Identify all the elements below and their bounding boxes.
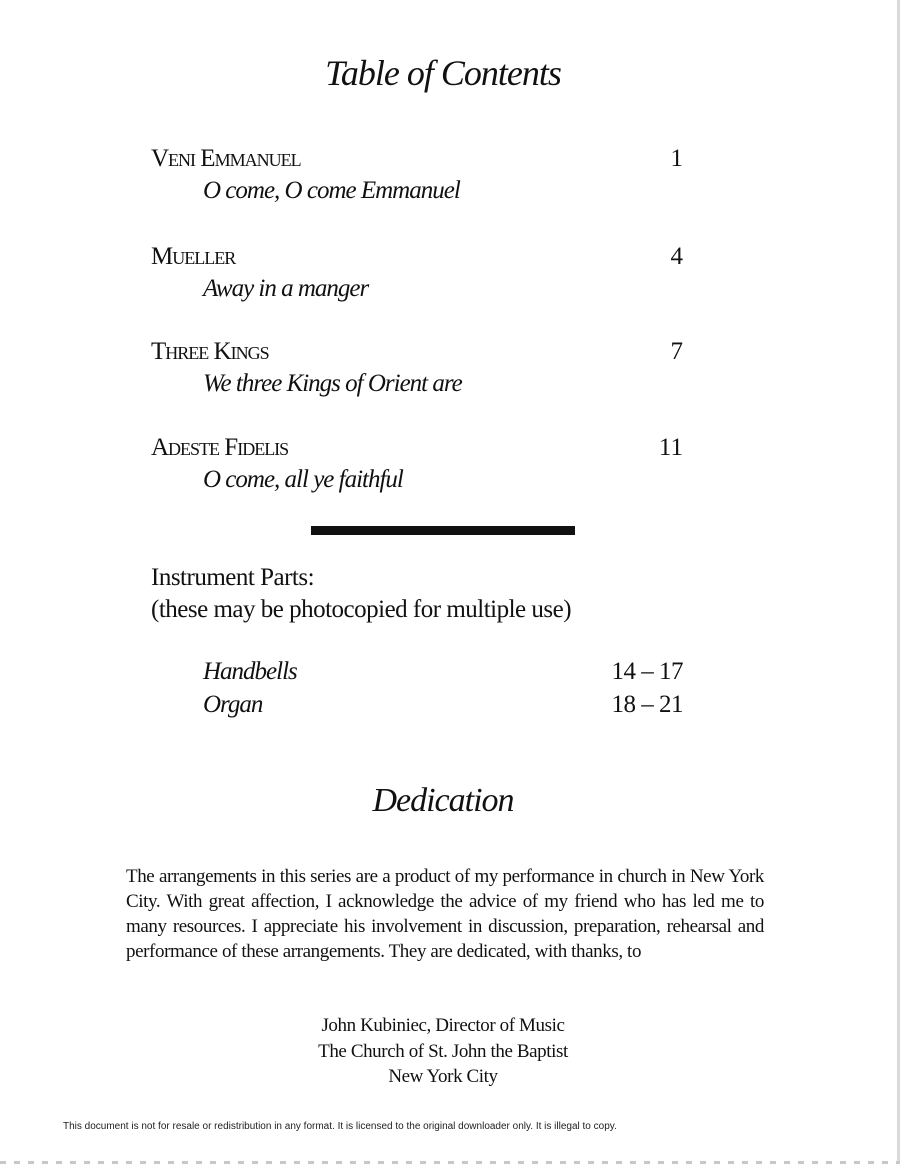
toc-entry-subtitle: We three Kings of Orient are xyxy=(203,370,462,397)
section-divider xyxy=(311,526,575,535)
toc-title: Table of Contents xyxy=(325,53,561,93)
toc-entry-page: 7 xyxy=(670,338,683,365)
instrument-part-name: Organ xyxy=(203,691,263,718)
dedication-text: The arrangements in this series are a product of my performance in church in New York City. With great affection, I acknowledge the advice of my friend who has led me to many resources. I appreciate his involvement in discussion, preparation, rehearsal and performance of these arrangements. They are dedicated, with thanks, to xyxy=(126,866,764,962)
instrument-part-row xyxy=(203,690,683,720)
toc-entry-name: Three Kings xyxy=(151,338,269,365)
dedication-signature xyxy=(0,1013,886,1090)
toc-entry xyxy=(151,337,683,397)
instrument-part-row xyxy=(203,657,683,687)
toc-entry-subtitle: O come, all ye faithful xyxy=(203,466,403,493)
instrument-parts-heading xyxy=(151,562,571,626)
toc-entry-page: 11 xyxy=(658,434,683,461)
signature-line: New York City xyxy=(388,1066,498,1087)
instrument-parts-title: Instrument Parts: xyxy=(151,564,315,591)
toc-entry-subtitle: Away in a manger xyxy=(203,275,369,302)
instrument-part-pages: 18 – 21 xyxy=(611,691,683,718)
toc-entry-name: Mueller xyxy=(151,243,236,270)
instrument-part-name: Handbells xyxy=(203,658,297,685)
signature-line: John Kubiniec, Director of Music xyxy=(321,1015,565,1036)
footer-notice: This document is not for resale or redistribution in any format. It is licensed to the original downloader only. It is illegal to copy. xyxy=(63,1121,617,1132)
toc-entry xyxy=(151,242,683,302)
toc-entry xyxy=(151,144,683,204)
dedication-title: Dedication xyxy=(372,782,514,819)
toc-entry-name: Adeste Fidelis xyxy=(151,434,289,461)
instrument-part-pages: 14 – 17 xyxy=(611,658,683,685)
toc-entry xyxy=(151,433,683,493)
signature-line: The Church of St. John the Baptist xyxy=(318,1040,568,1062)
toc-entry-subtitle: O come, O come Emmanuel xyxy=(203,177,460,204)
instrument-parts-note: (these may be photocopied for multiple use) xyxy=(151,596,572,623)
toc-entry-name: Veni Emmanuel xyxy=(151,145,301,172)
toc-entry-page: 1 xyxy=(670,145,683,172)
toc-entry-page: 4 xyxy=(670,243,683,270)
